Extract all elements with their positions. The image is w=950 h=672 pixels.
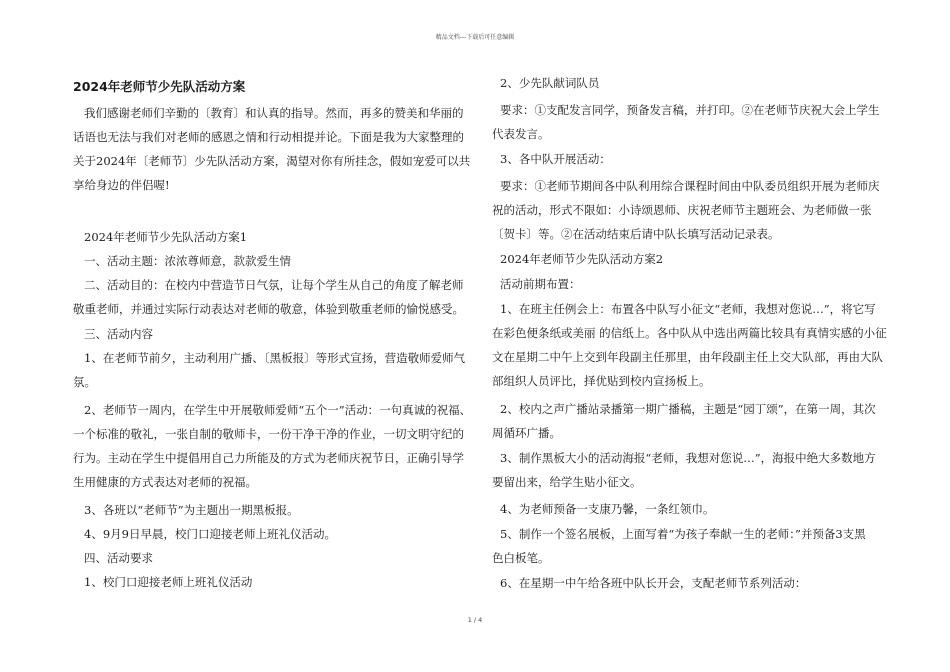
page-number: 1 / 4: [467, 616, 483, 624]
body-line: 周循环广播。: [492, 426, 561, 440]
body-line: 二、活动目的：在校内中营造节日气氛，让每个学生从自己的角度了解老师: [84, 278, 464, 292]
body-line: 5、制作一个签名展板，上面写着“为孩子奉献一生的老师：”并预备3支黑: [500, 527, 866, 541]
body-line: 1、在老师节前夕，主动利用广播、〔黑板报〕等形式宣扬，营造敬师爱师气: [84, 351, 466, 365]
body-line: 一个标准的敬礼，一张自制的敬师卡，一份干净干净的作业，一切文明守纪的: [73, 427, 464, 441]
intro-line: 话语也无法与我们对老师的感恩之情和行动相提并论。下面是我为大家整理的: [73, 130, 464, 144]
body-line: 2、少先队献词队员: [500, 76, 600, 90]
body-line: 文在星期二中午上交到年段副主任那里，由年段副主任上交大队部，再由大队: [492, 350, 883, 364]
body-line: 祝的活动，形式不限如：小诗颂恩师、庆祝老师节主题班会、为老师做一张: [492, 203, 872, 217]
body-line: 3、各中队开展活动：: [500, 152, 611, 166]
body-line: 三、活动内容: [84, 327, 153, 341]
body-line: 要求：①老师节期间各中队利用综合课程时间由中队委员组织开展为老师庆: [500, 179, 880, 193]
body-line: 活动前期布置：: [500, 277, 581, 291]
body-line: 4、为老师预备一支康乃馨，一条红领巾。: [500, 502, 715, 516]
body-line: 在彩色便条纸或美丽 的信纸上。各中队从中选出两篇比较具有真情实感的小征: [492, 326, 887, 340]
body-line: 6、在星期一中午给各班中队长开会，支配老师节系列活动：: [500, 576, 807, 590]
body-line: 4、9月9日早晨，校门口迎接老师上班礼仪活动。: [84, 527, 336, 541]
body-line: 3、各班以“老师节”为主题出一期黑板报。: [84, 503, 299, 517]
body-line: 生用健康的方式表达对老师的祝福。: [73, 475, 257, 489]
section-heading: 2024年老师节少先队活动方案1: [84, 230, 248, 244]
body-line: 敬重老师，并通过实际行动表达对老师的敬意，体验到敬重老师的愉悦感受。: [73, 302, 464, 316]
page-header: 精品文档---下载后可任意编辑: [435, 34, 515, 41]
intro-line: 关于2024年〔老师节〕少先队活动方案，渴望对你有所挂念，假如宠爱可以共: [73, 154, 471, 168]
intro-line: 我们感谢老师们辛勤的〔教育〕和认真的指导。然而，再多的赞美和华丽的: [84, 106, 464, 120]
body-line: 2、老师节一周内，在学生中开展敬师爱师“五个一”活动：一句真诚的祝福、: [84, 403, 472, 417]
body-line: 一、活动主题：浓浓尊师意，款款爱生情: [84, 254, 291, 268]
body-line: 代表发言。: [492, 127, 550, 141]
body-line: 1、校门口迎接老师上班礼仪活动: [84, 575, 253, 589]
body-line: 色白板笔。: [492, 551, 550, 565]
body-line: 〔贺卡〕等。②在活动结束后请中队长填写活动记录表。: [492, 227, 780, 241]
body-line: 2、校内之声广播站录播第一期广播稿，主题是“园丁颂”，在第一周，其次: [500, 402, 876, 416]
body-line: 要求：①支配发言同学，预备发言稿，并打印。②在老师节庆祝大会上学生: [500, 103, 880, 117]
document-title: 2024年老师节少先队活动方案: [73, 79, 246, 94]
body-line: 行为。主动在学生中提倡用自己力所能及的方式为老师庆祝节日，正确引导学: [73, 451, 464, 465]
body-line: 氛。: [73, 375, 96, 389]
body-line: 3、制作黑板大小的活动海报“老师，我想对您说…”，海报中绝大多数地方: [500, 451, 876, 465]
body-line: 要留出来，给学生贴小征文。: [492, 475, 642, 489]
section-heading: 2024年老师节少先队活动方案2: [500, 252, 664, 266]
intro-line: 享给身边的伴侣喔!: [73, 178, 170, 192]
body-line: 1、在班主任例会上：布置各中队写小征文“老师，我想对您说…”，将它写: [500, 302, 876, 316]
body-line: 部组织人员评比，择优贴到校内宣扬板上。: [492, 374, 711, 388]
body-line: 四、活动要求: [84, 551, 153, 565]
